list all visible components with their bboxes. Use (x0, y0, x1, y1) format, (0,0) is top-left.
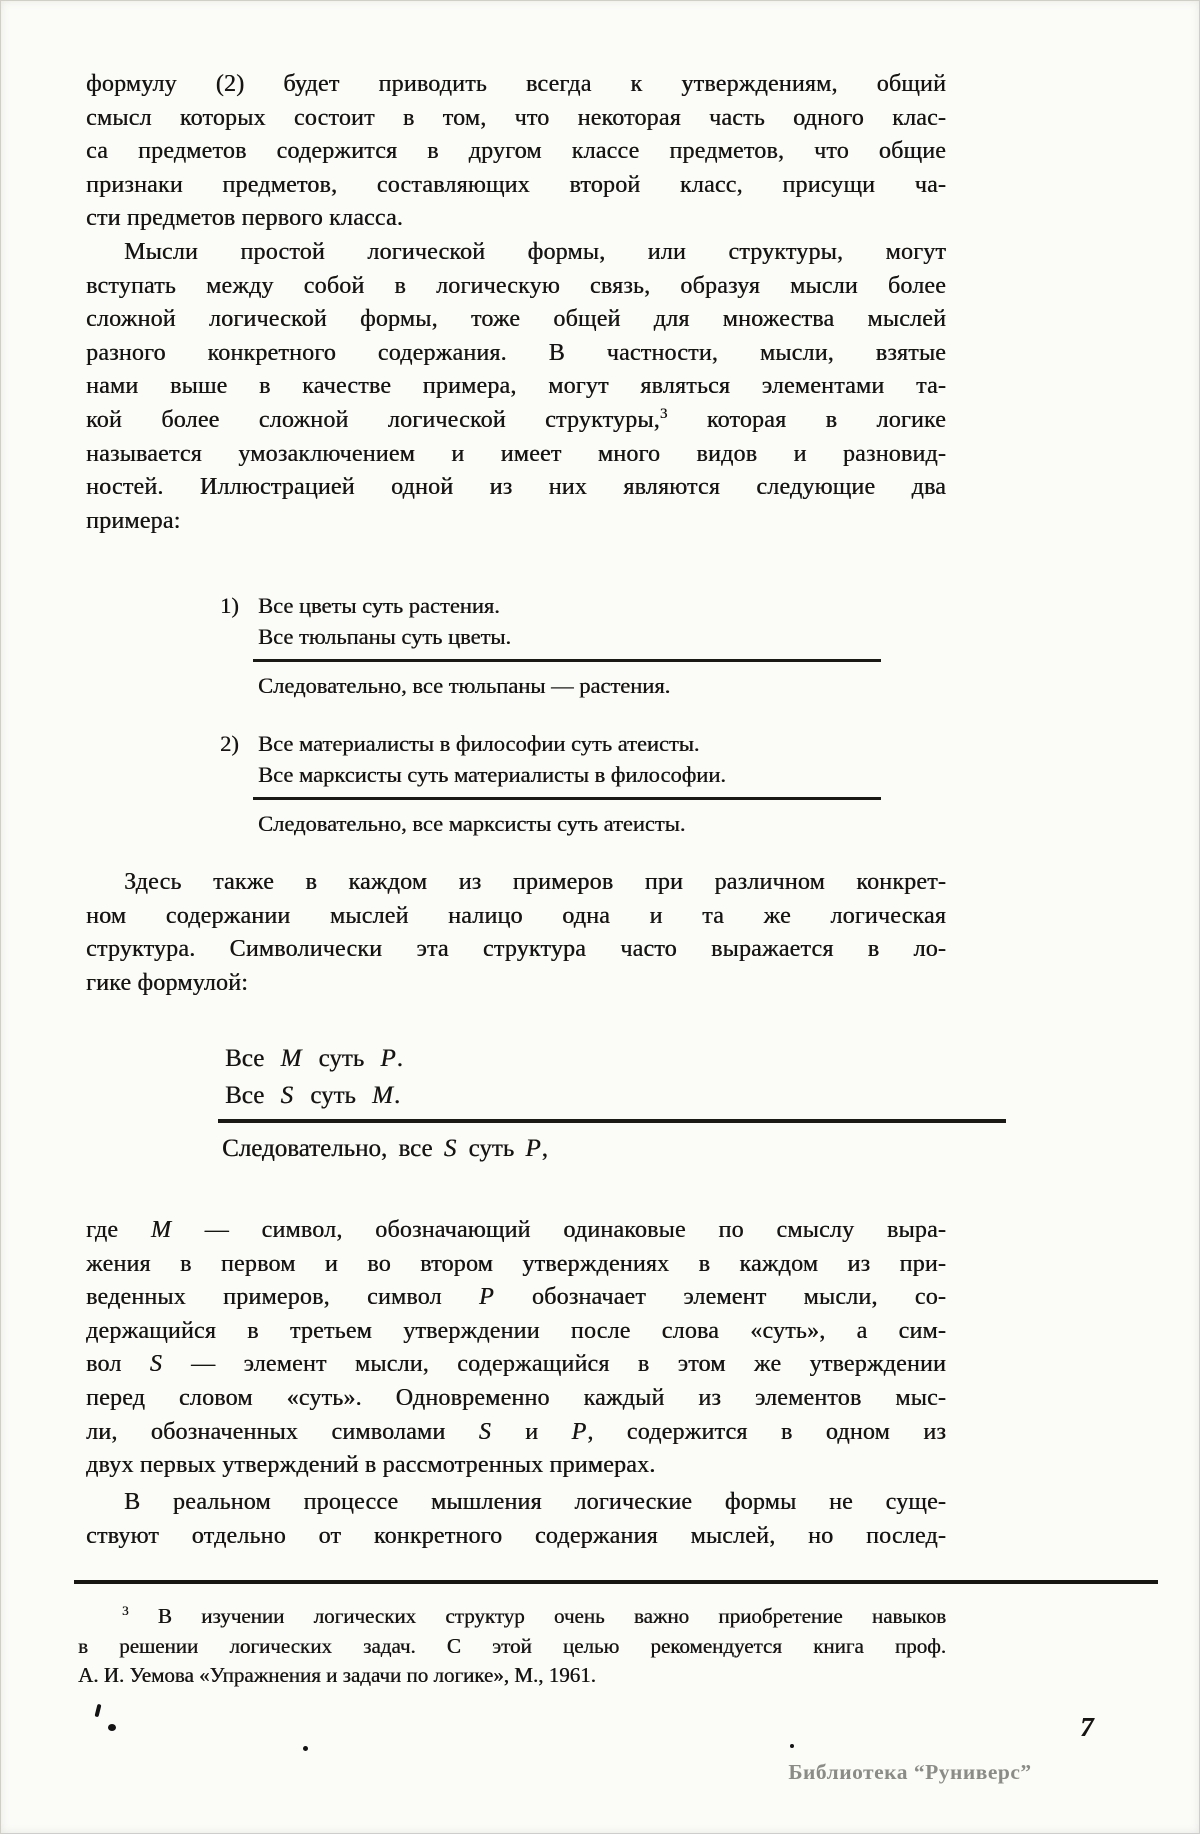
scan-artifact (790, 1744, 794, 1748)
text-line: держащийся в третьем утверждении после слова «суть», а сим- (86, 1317, 946, 1344)
example-2-premises (258, 728, 920, 790)
library-watermark: Библиотека “Руниверс” (788, 1760, 1032, 1784)
paragraph-3 (86, 866, 946, 1000)
text-line: ностей. Иллюстрацией одной из них являются следующие два (86, 474, 946, 501)
formula-premises (225, 1040, 1018, 1114)
paragraph-2 (86, 236, 946, 538)
text-line: смысл которых состоит в том, что некоторая часть одного клас- (86, 104, 946, 131)
text-line: кой более сложной логической структуры,$^3$ которая в логике (86, 405, 946, 433)
text-line: ли, обозначенных символами S и P, содержится в одном из (86, 1418, 946, 1445)
syllogism-formula (218, 1040, 1018, 1167)
text-line: ном содержании мыслей налицо одна и та же логическая (86, 902, 946, 929)
text-line: в решении логических задач. С этой целью рекомендуется книга проф. (78, 1633, 946, 1658)
text-line: А. И. Уемова «Упражнения и задачи по логике», М., 1961. (78, 1663, 596, 1687)
text-line: сложной логической формы, тоже общей для множества мыслей (86, 306, 946, 333)
footnote (78, 1602, 946, 1691)
text-line: перед словом «суть». Одновременно каждый из элементов мыс- (86, 1384, 946, 1411)
text-line: Все материалисты в философии суть атеисты. (258, 731, 700, 756)
text-line: $^3$ В изучении логических структур очень важно приобретение навыков (122, 1603, 946, 1628)
text-line: Все S суть M. (225, 1082, 401, 1109)
scan-artifact (303, 1746, 308, 1751)
text-line: нами выше в качестве примера, могут являться элементами та- (86, 373, 946, 400)
paragraph-1 (86, 68, 946, 236)
example-1-number: 1) (220, 593, 239, 618)
text-line: формулу (2) будет приводить всегда к утверждениям, общий (86, 71, 946, 97)
text-line: Все тюльпаны суть цветы. (258, 624, 512, 649)
example-2-number: 2) (220, 731, 239, 756)
inference-rule-line (253, 659, 881, 662)
paragraph-4 (86, 1214, 946, 1483)
text-line: Все M суть P. (225, 1045, 403, 1072)
text-line: Мысли простой логической формы, или структуры, могут (124, 239, 946, 265)
footnote-divider (74, 1580, 1158, 1584)
text-line: вступать между собой в логическую связь, образуя мысли более (86, 272, 946, 299)
syllogism-example-1 (220, 590, 920, 701)
text-line: вол S — элемент мысли, содержащийся в этом же утверждении (86, 1351, 946, 1378)
text-line: называется умозаключением и имеет много видов и разновид- (86, 440, 946, 467)
text-line: признаки предметов, составляющих второй класс, присущи ча- (86, 171, 946, 198)
text-line: веденных примеров, символ P обозначает элемент мысли, со- (86, 1284, 947, 1311)
text-line: структура. Символически эта структура часто выражается в ло- (86, 936, 946, 963)
text-line: ствуют отдельно от конкретного содержания мыслей, но послед- (86, 1522, 946, 1549)
text-line: разного конкретного содержания. В частности, мысли, взятые (86, 339, 946, 366)
text-line: Все марксисты суть материалисты в философии. (258, 762, 726, 787)
example-1-conclusion: Следовательно, все тюльпаны — растения. (258, 673, 671, 698)
text-line: примера: (86, 507, 181, 534)
inference-rule-line (253, 797, 881, 800)
scan-artifact (94, 1704, 101, 1718)
syllogism-example-2 (220, 728, 920, 839)
page-number: 7 (1080, 1712, 1094, 1742)
example-2-conclusion: Следовательно, все марксисты суть атеисты. (258, 811, 686, 836)
text-line: Все цветы суть растения. (258, 593, 500, 618)
text-line: В реальном процессе мышления логические формы не суще- (124, 1489, 946, 1515)
example-1-premises (258, 590, 920, 652)
formula-conclusion: Следовательно, все S суть P, (222, 1135, 548, 1162)
text-line: Здесь также в каждом из примеров при различном конкрет- (124, 869, 946, 895)
paragraph-5 (86, 1486, 946, 1553)
text-line: гике формулой: (86, 969, 249, 996)
text-line: двух первых утверждений в рассмотренных примерах. (86, 1452, 656, 1479)
text-line: где M — символ, обозначающий одинаковые по смыслу выра- (86, 1217, 947, 1243)
text-line: са предметов содержится в другом классе предметов, что общие (86, 138, 946, 165)
text-line: жения в первом и во втором утверждениях в каждом из при- (86, 1250, 946, 1277)
text-line: сти предметов первого класса. (86, 205, 403, 232)
inference-rule-line (218, 1119, 1006, 1123)
scan-artifact (108, 1724, 116, 1731)
